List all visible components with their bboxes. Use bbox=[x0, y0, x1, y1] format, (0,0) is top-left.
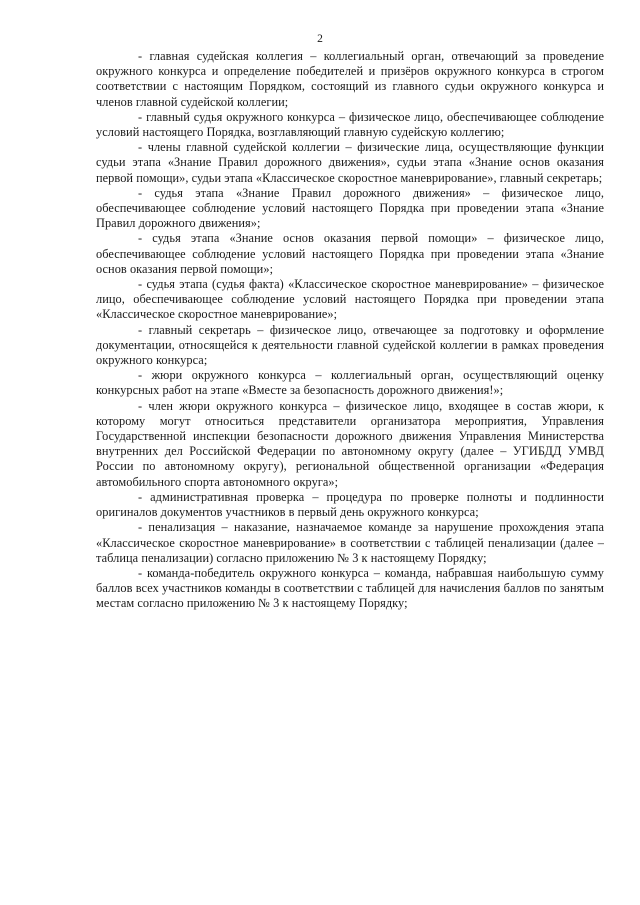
definition-paragraph: - административная проверка – процедура по проверке полноты и подлинности оригиналов документов участников в первый день окружного конкурса; bbox=[96, 489, 604, 520]
definition-paragraph: - главный секретарь – физическое лицо, отвечающее за подготовку и оформление документации, относящейся к деятельности главной судейской коллегии в рамках проведения окружного конкурса; bbox=[96, 322, 604, 368]
document-body bbox=[96, 49, 604, 612]
definition-paragraph: - судья этапа (судья факта) «Классическое скоростное маневрирование» – физическое лицо, обеспечивающее соблюдение условий настоящего Порядка при проведении этапа «Классическое скоростное маневрирование»; bbox=[96, 277, 604, 322]
definition-paragraph: - пенализация – наказание, назначаемое команде за нарушение прохождения этапа «Классическое скоростное маневрирование» в соответствии с таблицей пенализации (далее – таблица пенализации) согласно приложению № 3 к настоящему Порядку; bbox=[96, 520, 604, 565]
definition-paragraph: - жюри окружного конкурса – коллегиальный орган, осуществляющий оценку конкурсных работ на этапе «Вместе за безопасность дорожного движения!»; bbox=[96, 368, 604, 398]
definition-paragraph: - судья этапа «Знание Правил дорожного движения» – физическое лицо, обеспечивающее соблюдение условий настоящего Порядка при проведении этапа «Знание Правил дорожного движения»; bbox=[96, 185, 604, 231]
definition-paragraph: - главный судья окружного конкурса – физическое лицо, обеспечивающее соблюдение условий настоящего Порядка, возглавляющий главную судейскую коллегию; bbox=[96, 109, 604, 140]
definition-paragraph: - члены главной судейской коллегии – физические лица, осуществляющие функции судьи этапа «Знание Правил дорожного движения», судьи этапа «Знание основ оказания первой помощи», судьи этапа «Классическое скоростное маневрирование», главный секретарь; bbox=[96, 140, 604, 185]
page-number: 2 bbox=[317, 33, 323, 45]
definition-paragraph: - член жюри окружного конкурса – физическое лицо, входящее в состав жюри, к которому могут относиться представители организатора мероприятия, Управления Государственной инспекции безопасности дорожного движения Управления Министерства внутренних дел Российской Федерации по автономному округу (далее – УГИБДД УМВД России по автономному округу), региональной общественной организации «Федерация автомобильного спорта автономного округа»; bbox=[96, 398, 604, 489]
definition-paragraph: - команда-победитель окружного конкурса – команда, набравшая наибольшую сумму баллов всех участников команды в соответствии с таблицей для начисления баллов по занятым местам согласно приложению № 3 к настоящему Порядку; bbox=[96, 565, 604, 611]
definition-paragraph: - главная судейская коллегия – коллегиальный орган, отвечающий за проведение окружного конкурса и определение победителей и призёров окружного конкурса в строгом соответствии с настоящим Порядком, состоящий из главного судьи окружного конкурса и членов главной судейской коллегии; bbox=[96, 49, 604, 109]
definition-paragraph: - судья этапа «Знание основ оказания первой помощи» – физическое лицо, обеспечивающее соблюдение условий настоящего Порядка при проведении этапа «Знание основ оказания первой помощи»; bbox=[96, 231, 604, 276]
